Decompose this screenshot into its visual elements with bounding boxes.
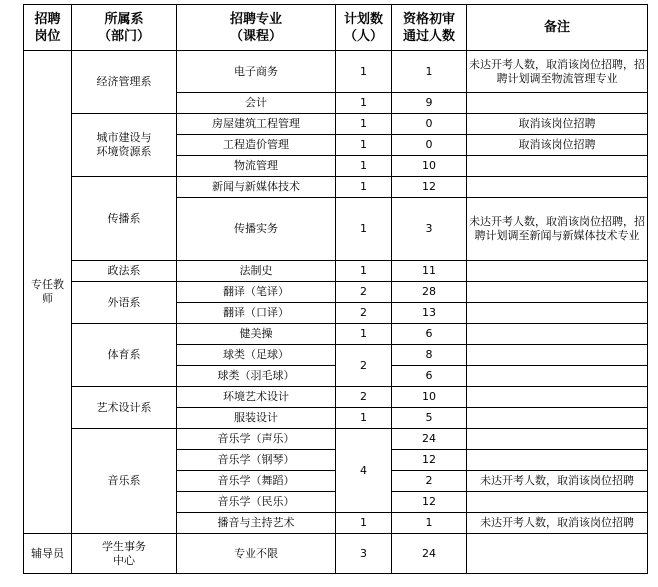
table-row — [24, 177, 648, 198]
plan-cell: 1 — [336, 156, 392, 177]
major-cell: 房屋建筑工程管理 — [177, 114, 336, 135]
plan-cell: 1 — [336, 324, 392, 345]
department-cell: 外语系 — [72, 282, 177, 324]
passed-cell: 2 — [392, 471, 467, 492]
major-cell: 翻译（笔译） — [177, 282, 336, 303]
note-cell — [467, 387, 648, 408]
major-cell: 环境艺术设计 — [177, 387, 336, 408]
passed-cell: 24 — [392, 429, 467, 450]
plan-cell: 2 — [336, 282, 392, 303]
note-cell — [467, 492, 648, 513]
note-cell: 未达开考人数，取消该岗位招聘 — [467, 513, 648, 534]
department-cell: 城市建设与 环境资源系 — [72, 114, 177, 177]
major-cell: 球类（羽毛球） — [177, 366, 336, 387]
passed-cell: 1 — [392, 513, 467, 534]
note-cell — [467, 303, 648, 324]
table-row — [24, 429, 648, 450]
plan-cell: 1 — [336, 114, 392, 135]
passed-cell: 11 — [392, 261, 467, 282]
table-row — [24, 534, 648, 574]
passed-cell: 12 — [392, 492, 467, 513]
major-cell: 传播实务 — [177, 198, 336, 261]
note-cell: 未达开考人数，取消该岗位招聘 — [467, 471, 648, 492]
passed-cell: 10 — [392, 387, 467, 408]
header-major: 招聘专业 （课程） — [177, 5, 336, 51]
plan-cell: 1 — [336, 513, 392, 534]
plan-cell: 3 — [336, 534, 392, 574]
plan-cell: 1 — [336, 198, 392, 261]
passed-cell: 10 — [392, 156, 467, 177]
table-row — [24, 51, 648, 93]
table-row — [24, 387, 648, 408]
department-cell: 音乐系 — [72, 429, 177, 534]
passed-cell: 0 — [392, 114, 467, 135]
header-department: 所属系 （部门） — [72, 5, 177, 51]
passed-cell: 13 — [392, 303, 467, 324]
department-cell: 体育系 — [72, 324, 177, 387]
plan-cell: 4 — [336, 429, 392, 513]
note-cell — [467, 282, 648, 303]
plan-cell: 2 — [336, 345, 392, 387]
major-cell: 电子商务 — [177, 51, 336, 93]
plan-cell: 2 — [336, 303, 392, 324]
table-row — [24, 282, 648, 303]
major-cell: 服装设计 — [177, 408, 336, 429]
position-cell: 辅导员 — [24, 534, 72, 574]
table-row — [24, 324, 648, 345]
note-cell: 取消该岗位招聘 — [467, 135, 648, 156]
major-cell: 翻译（口译） — [177, 303, 336, 324]
plan-cell: 1 — [336, 135, 392, 156]
plan-cell: 1 — [336, 408, 392, 429]
department-cell: 经济管理系 — [72, 51, 177, 114]
passed-cell: 12 — [392, 177, 467, 198]
major-cell: 法制史 — [177, 261, 336, 282]
note-cell — [467, 366, 648, 387]
note-cell — [467, 324, 648, 345]
department-cell: 学生事务 中心 — [72, 534, 177, 574]
note-cell: 未达开考人数，取消该岗位招聘，招聘计划调至新闻与新媒体技术专业 — [467, 198, 648, 261]
major-cell: 音乐学（民乐） — [177, 492, 336, 513]
note-cell — [467, 408, 648, 429]
major-cell: 会计 — [177, 93, 336, 114]
header-note: 备注 — [467, 5, 648, 51]
passed-cell: 8 — [392, 345, 467, 366]
note-cell — [467, 534, 648, 574]
passed-cell: 0 — [392, 135, 467, 156]
major-cell: 专业不限 — [177, 534, 336, 574]
header-plan: 计划数 （人） — [336, 5, 392, 51]
major-cell: 工程造价管理 — [177, 135, 336, 156]
note-cell — [467, 429, 648, 450]
passed-cell: 12 — [392, 450, 467, 471]
major-cell: 球类（足球） — [177, 345, 336, 366]
table-row — [24, 114, 648, 135]
note-cell — [467, 450, 648, 471]
note-cell — [467, 156, 648, 177]
department-cell: 艺术设计系 — [72, 387, 177, 429]
note-cell: 未达开考人数，取消该岗位招聘，招聘计划调至物流管理专业 — [467, 51, 648, 93]
plan-cell: 1 — [336, 51, 392, 93]
department-cell: 政法系 — [72, 261, 177, 282]
passed-cell: 6 — [392, 366, 467, 387]
passed-cell: 3 — [392, 198, 467, 261]
note-cell — [467, 261, 648, 282]
major-cell: 音乐学（声乐） — [177, 429, 336, 450]
passed-cell: 24 — [392, 534, 467, 574]
passed-cell: 9 — [392, 93, 467, 114]
header-position: 招聘 岗位 — [24, 5, 72, 51]
major-cell: 健美操 — [177, 324, 336, 345]
note-cell — [467, 177, 648, 198]
position-cell: 专任教 师 — [24, 51, 72, 534]
plan-cell: 1 — [336, 177, 392, 198]
passed-cell: 28 — [392, 282, 467, 303]
note-cell — [467, 345, 648, 366]
passed-cell: 6 — [392, 324, 467, 345]
plan-cell: 1 — [336, 93, 392, 114]
plan-cell: 2 — [336, 387, 392, 408]
note-cell: 取消该岗位招聘 — [467, 114, 648, 135]
major-cell: 物流管理 — [177, 156, 336, 177]
header-passed: 资格初审 通过人数 — [392, 5, 467, 51]
major-cell: 新闻与新媒体技术 — [177, 177, 336, 198]
major-cell: 音乐学（舞蹈） — [177, 471, 336, 492]
recruitment-table — [23, 4, 648, 574]
table-row — [24, 261, 648, 282]
major-cell: 播音与主持艺术 — [177, 513, 336, 534]
passed-cell: 1 — [392, 51, 467, 93]
note-cell — [467, 93, 648, 114]
passed-cell: 5 — [392, 408, 467, 429]
plan-cell: 1 — [336, 261, 392, 282]
department-cell: 传播系 — [72, 177, 177, 261]
major-cell: 音乐学（钢琴） — [177, 450, 336, 471]
table-header-row — [24, 5, 648, 51]
